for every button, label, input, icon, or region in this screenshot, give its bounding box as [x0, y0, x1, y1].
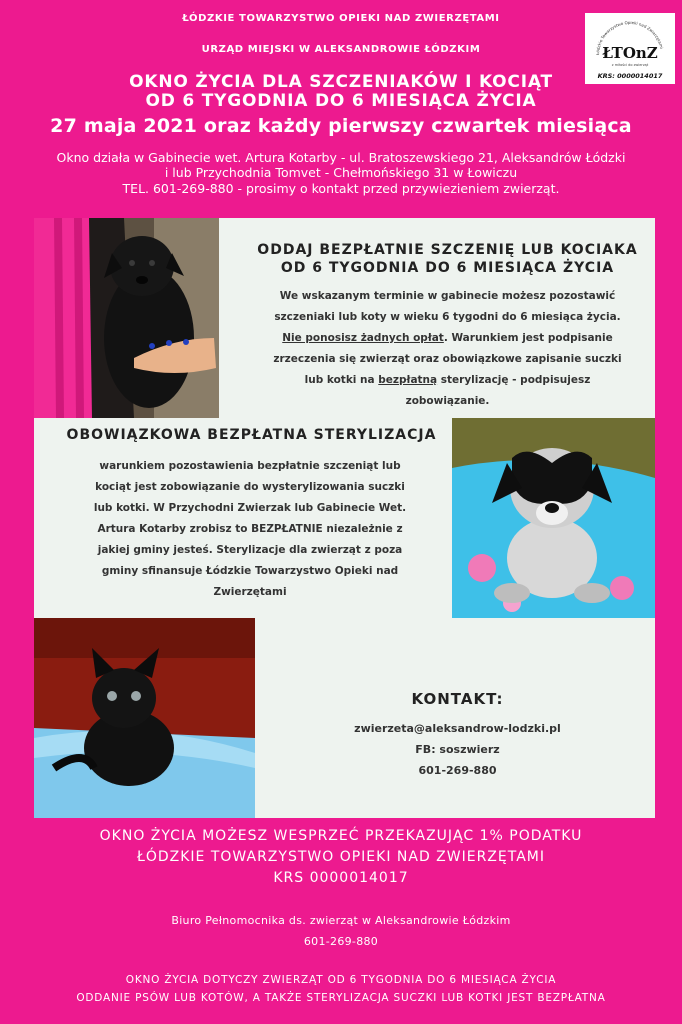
logo-arc-text: Łódzkie Towarzystwo Opieki nad Zwierzętami: [594, 19, 665, 56]
footer-line-2: ŁÓDZKIE TOWARZYSTWO OPIEKI NAD ZWIERZĘTAMI: [136, 849, 545, 865]
sterilization-paragraph: [54, 456, 446, 603]
adopt-line-2: szczeniaki lub koty w wieku 6 tygodni do 6 miesiąca życia.: [274, 311, 621, 323]
sterilization-line: gminy sfinansuje Łódzkie Towarzystwo Opieki nad: [101, 565, 399, 577]
no-fees-underlined: Nie ponosisz żadnych opłat: [282, 332, 444, 344]
contact-phone[interactable]: 601-269-880: [418, 764, 497, 777]
sterilization-line: kociąt jest zobowiązanie do wysterylizowania suczki: [95, 481, 405, 493]
bottom-line-2: ODDANIE PSÓW LUB KOTÓW, A TAKŻE STERYLIZACJA SUCZKI LUB KOTKI JEST BEZPŁATNA: [76, 992, 606, 1004]
office-name: Biuro Pełnomocnika ds. zwierząt w Aleksandrowie Łódzkim: [171, 914, 511, 927]
contact-facebook[interactable]: FB: soszwierz: [415, 743, 500, 756]
black-kitten-image-icon: [34, 618, 255, 818]
adopt-title-line-1: ODDAJ BEZPŁATNIE SZCZENIĘ LUB KOCIAKA: [257, 242, 638, 258]
adopt-title-line-2: OD 6 TYGODNIA DO 6 MIESIĄCA ŻYCIA: [280, 260, 615, 276]
bottom-line-1: OKNO ŻYCIA DOTYCZY ZWIERZĄT OD 6 TYGODNIA DO 6 MIESIĄCA ŻYCIA: [125, 974, 557, 986]
info-line-2: i lub Przychodnia Tomvet - Chełmońskiego 31 w Łowiczu: [164, 165, 518, 180]
sterilization-line: warunkiem pozostawienia bezpłatnie szczeniąt lub: [99, 460, 401, 472]
info-line-3: TEL. 601-269-880 - prosimy o kontakt przed przywiezieniem zwierząt.: [122, 181, 560, 196]
info-line-1: Okno działa w Gabinecie wet. Artura Kotarby - ul. Bratoszewskiego 21, Aleksandrów Łódzki: [56, 150, 626, 165]
header-banner: [0, 0, 682, 218]
free-underlined: bezpłatną: [378, 374, 438, 386]
contact-details: [260, 718, 655, 781]
footer-banner: [0, 818, 682, 1024]
spotted-puppy-image-icon: [452, 418, 655, 618]
footer-line-1: OKNO ŻYCIA MOŻESZ WESPRZEĆ PRZEKAZUJĄC 1% PODATKU: [99, 828, 583, 844]
title-line-1: OKNO ŻYCIA DLA SZCZENIAKÓW I KOCIĄT: [129, 72, 553, 92]
logo-emblem-icon: [585, 13, 675, 84]
logo-tagline: z miłości do zwierząt: [611, 63, 649, 67]
date-line: 27 maja 2021 oraz każdy pierwszy czwartek miesiąca: [50, 115, 632, 137]
contact-email[interactable]: zwierzeta@aleksandrow-lodzki.pl: [354, 722, 561, 735]
adopt-line-3: Nie ponosisz żadnych opłat. Warunkiem jest podpisanie: [282, 332, 613, 344]
adopt-line-6: zobowiązanie.: [405, 395, 490, 407]
office-line: URZĄD MIEJSKI W ALEKSANDROWIE ŁÓDZKIM: [201, 44, 481, 55]
photo-spotted-puppy: [452, 418, 655, 618]
adopt-line-5: lub kotki na bezpłatną sterylizację - podpisujesz: [304, 374, 591, 386]
office-phone: 601-269-880: [303, 935, 379, 948]
organization-logo: [585, 13, 675, 84]
sterilization-line: jakiej gminy jesteś. Sterylizacje dla zwierząt z poza: [97, 544, 403, 556]
photo-black-kitten: [34, 618, 255, 818]
adopt-line-4: zrzeczenia się zwierząt oraz obowiązkowe zapisanie suczki: [273, 353, 622, 365]
sterilization-line: Zwierzętami: [213, 586, 287, 598]
sterilization-line: Artura Kotarby zrobisz to BEZPŁATNIE niezależnie z: [97, 523, 403, 535]
sterilization-line: lub kotki. W Przychodni Zwierzak lub Gabinecie Wet.: [93, 502, 407, 514]
footer-krs: KRS 0000014017: [273, 870, 409, 886]
title-line-2: OD 6 TYGODNIA DO 6 MIESIĄCA ŻYCIA: [145, 91, 537, 111]
adopt-paragraph: [240, 286, 655, 412]
photo-black-puppy: [34, 218, 219, 418]
org-line: ŁÓDZKIE TOWARZYSTWO OPIEKI NAD ZWIERZĘTAMI: [182, 13, 500, 24]
sterilization-title: OBOWIĄZKOWA BEZPŁATNA STERYLIZACJA: [66, 427, 437, 443]
contact-title: KONTAKT:: [411, 690, 504, 708]
black-puppy-image-icon: [34, 218, 219, 418]
logo-krs: KRS: 0000014017: [597, 72, 663, 80]
logo-text: ŁTOnZ: [602, 44, 658, 62]
adopt-line-1: We wskazanym terminie w gabinecie możesz pozostawić: [279, 290, 616, 302]
